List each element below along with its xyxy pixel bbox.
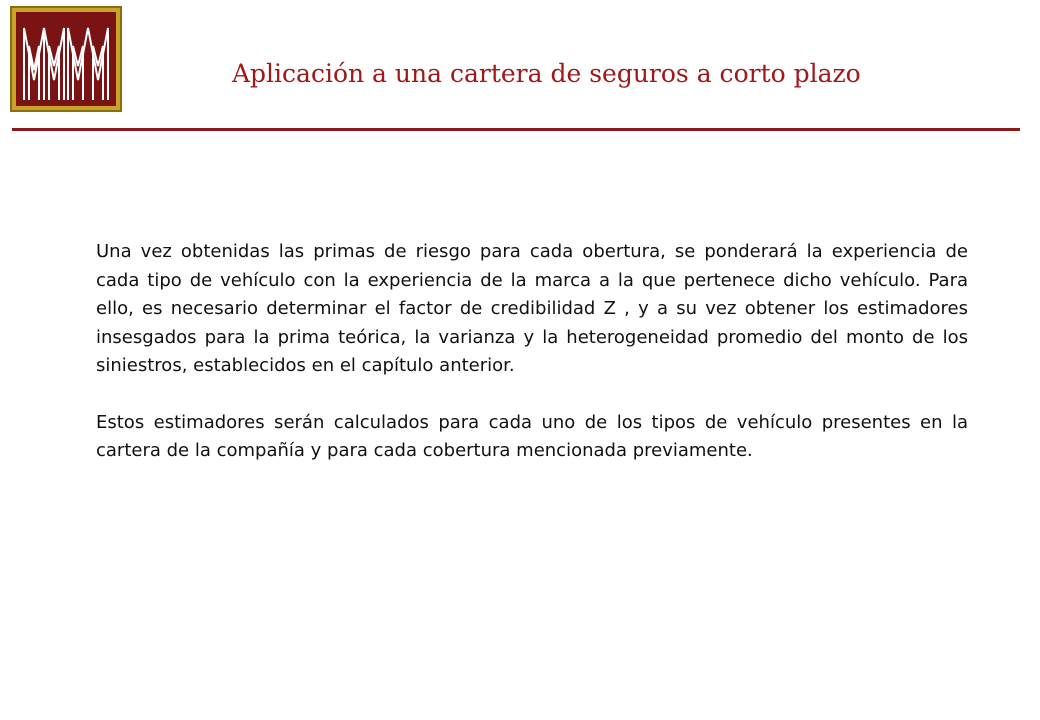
slide-title: Aplicación a una cartera de seguros a corto plazo [232, 59, 861, 88]
slide-body [96, 238, 968, 466]
title-divider [12, 128, 1020, 131]
mm-monogram-icon [10, 6, 122, 112]
body-paragraph: Estos estimadores serán calculados para cada uno de los tipos de vehículo presentes en la cartera de la compañía y para cada cobertura mencionada previamente. [96, 411, 968, 461]
mm-monogram-logo [10, 6, 122, 112]
body-paragraph: Una vez obtenidas las primas de riesgo para cada obertura, se ponderará la experiencia de cada tipo de vehículo con la experiencia de la marca a la que pertenece dicho vehículo. Para ello, es necesario determinar el factor de credibilidad Z , y a su vez obtener los estimadores insesgados para la prima teórica, la varianza y la heterogeneidad promedio del monto de los siniestros, establecidos en el capítulo anterior. [96, 241, 968, 376]
